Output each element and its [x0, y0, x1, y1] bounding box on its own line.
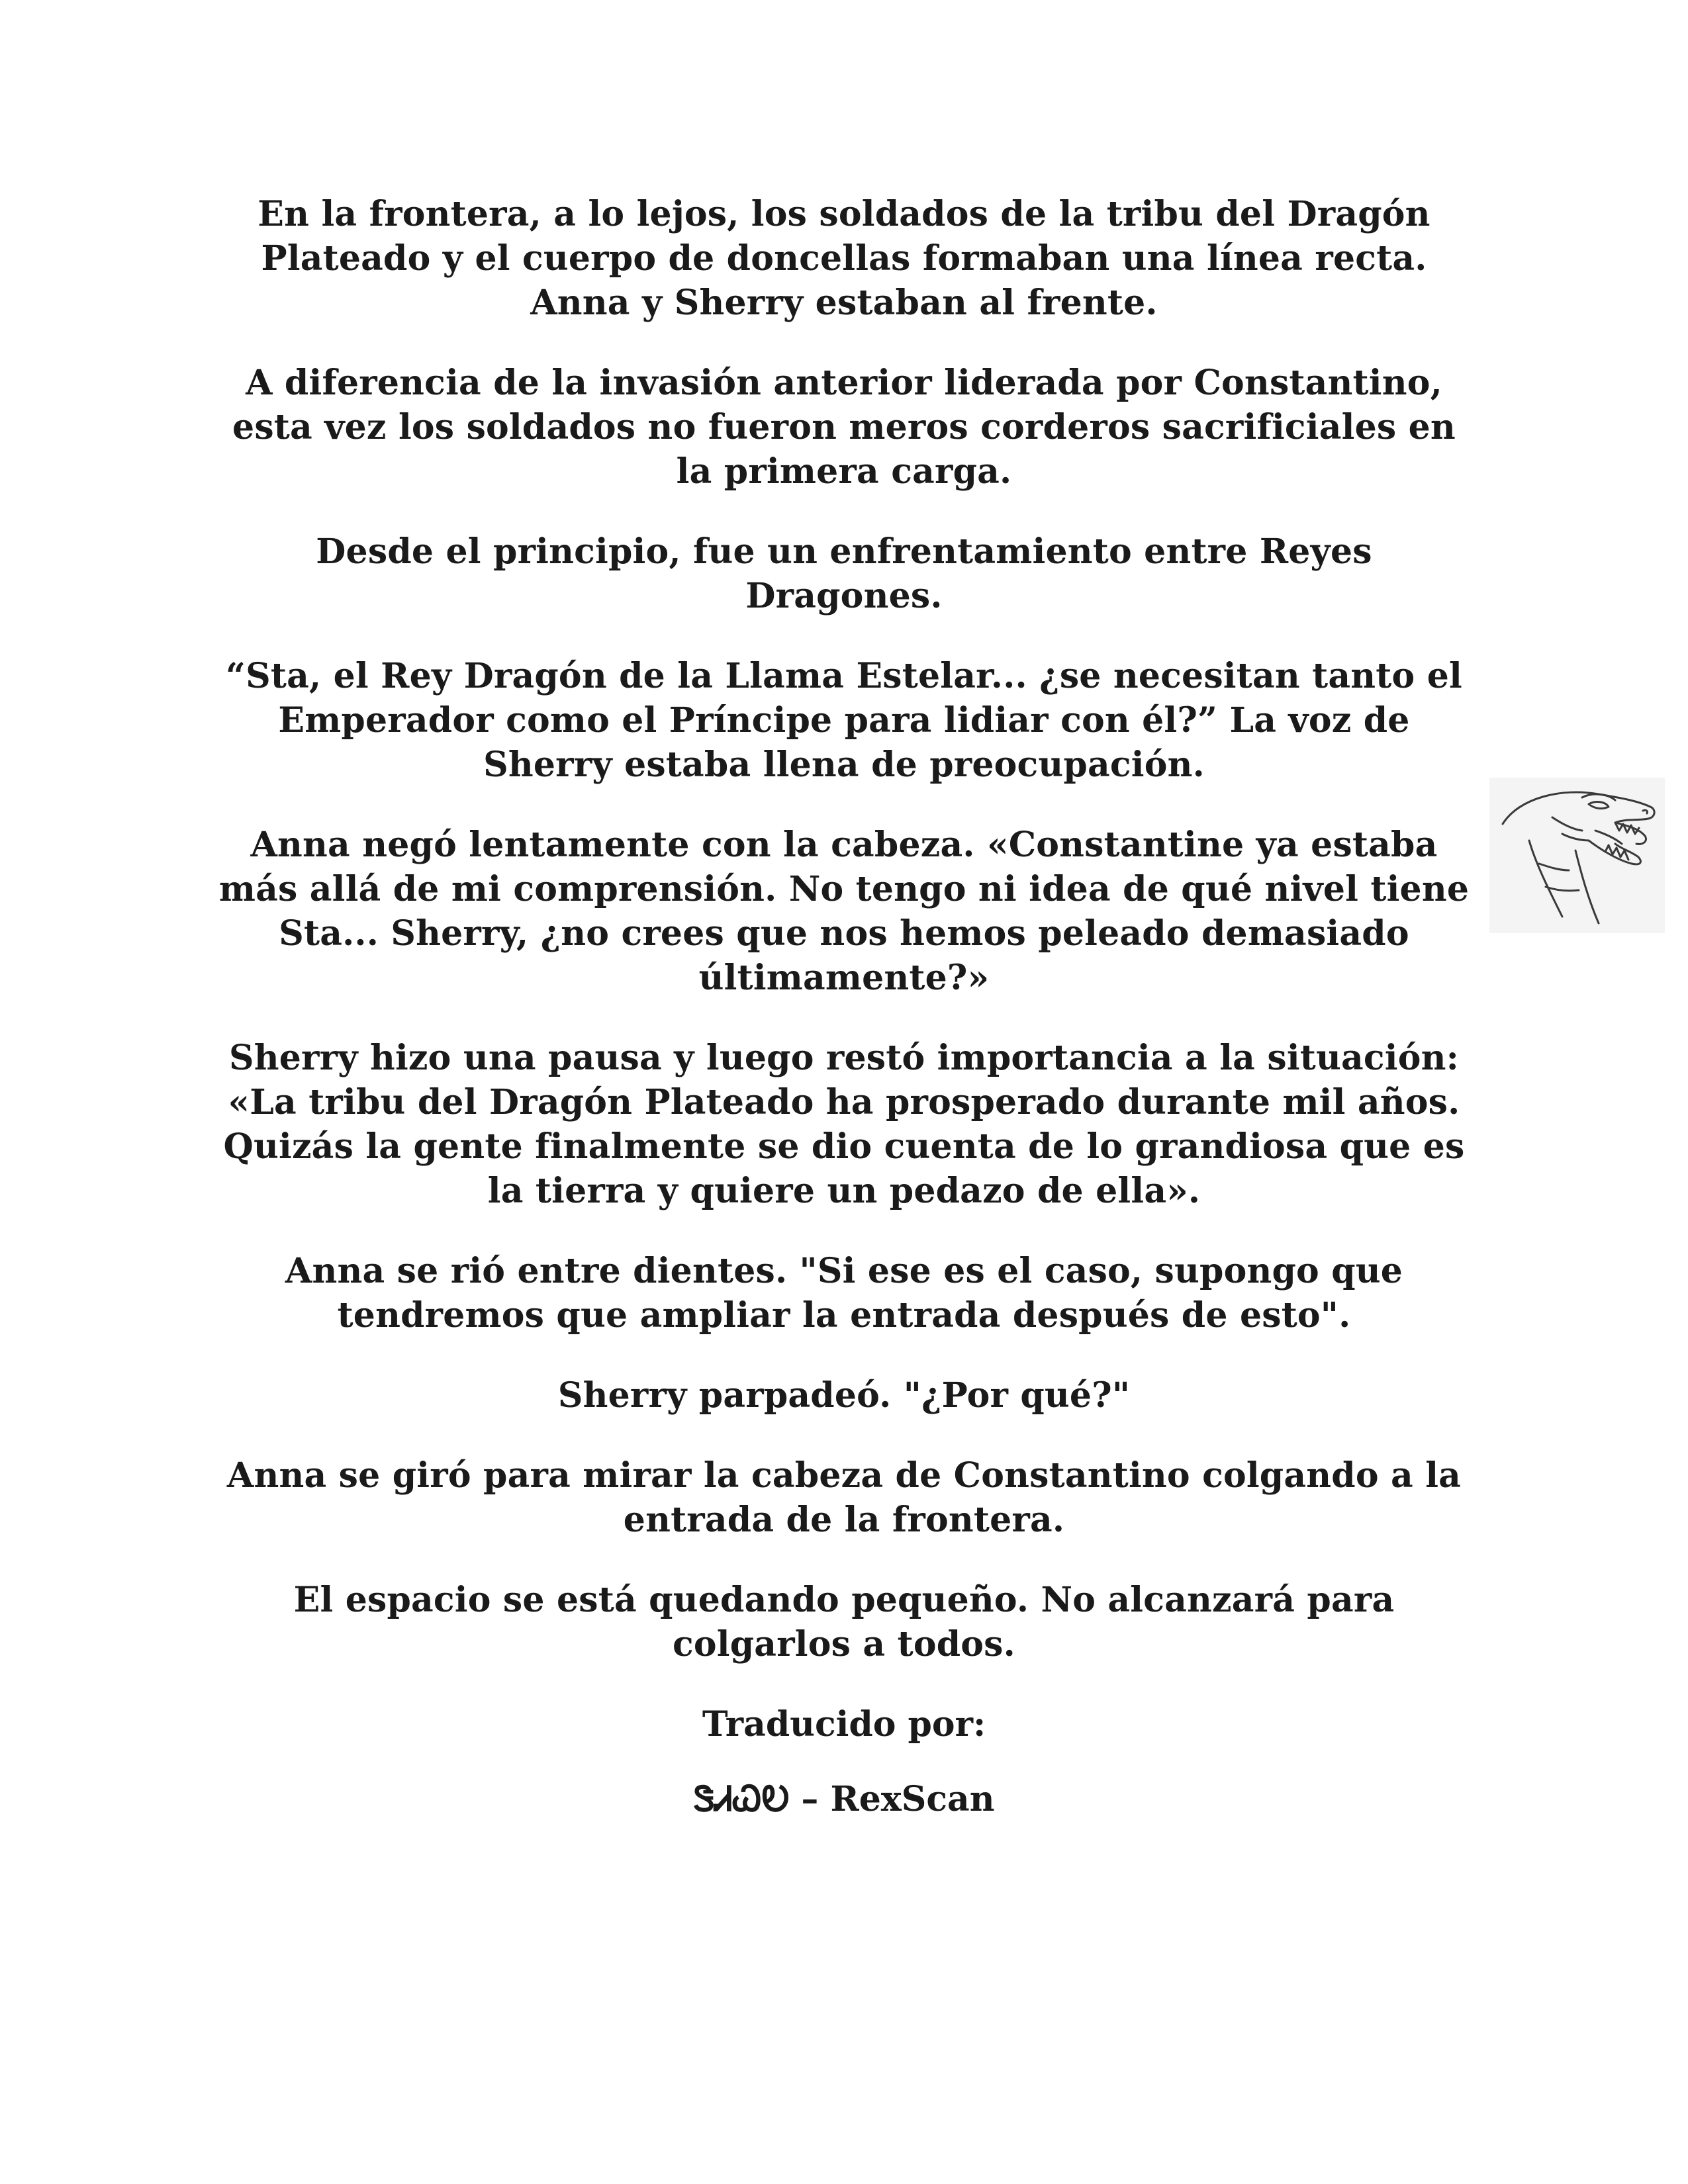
dinosaur-head-sketch-icon: [1489, 778, 1665, 933]
paragraph-9: Anna se giró para mirar la cabeza de Constantino colgando a la entrada de la frontera.: [226, 1455, 1462, 1540]
paragraph-7: Anna se rió entre dientes. "Si ese es el caso, supongo que tendremos que ampliar la entrada después de esto".: [285, 1251, 1403, 1336]
paragraph-2: A diferencia de la invasión anterior liderada por Constantino, esta vez los soldados no fueron meros corderos sacrificiales en la primera carga.: [232, 363, 1456, 492]
paragraph-6: Sherry hizo una pausa y luego restó importancia a la situación: «La tribu del Dragón Plateado ha prosperado durante mil años. Quizás la gente finalmente se dio cuenta de lo grandiosa que es la tierra y quiere un pedazo de ella».: [223, 1038, 1465, 1211]
credits-translator: ᏕᏗᏇᎧ – RexScan: [693, 1779, 995, 1819]
paragraph-8: Sherry parpadeó. "¿Por qué?": [557, 1375, 1131, 1416]
paragraph-4: “Sta, el Rey Dragón de la Llama Estelar... ¿se necesitan tanto el Emperador como el Príncipe para lidiar con él?” La voz de Sherry estaba llena de preocupación.: [226, 656, 1462, 785]
credits-heading: Traducido por:: [702, 1704, 986, 1745]
paragraph-5: Anna negó lentamente con la cabeza. «Constantine ya estaba más allá de mi comprensión. No tengo ni idea de qué nivel tiene Sta... Sherry, ¿no crees que nos hemos peleado demasiado últimamente?»: [218, 825, 1470, 998]
paragraph-10: El espacio se está quedando pequeño. No alcanzará para colgarlos a todos.: [293, 1580, 1395, 1664]
paragraph-3: Desde el principio, fue un enfrentamiento entre Reyes Dragones.: [316, 531, 1372, 616]
paragraph-1: En la frontera, a lo lejos, los soldados de la tribu del Dragón Plateado y el cuerpo de doncellas formaban una línea recta. Anna y Sherry estaban al frente.: [258, 194, 1430, 323]
document-body: [218, 192, 1470, 1821]
